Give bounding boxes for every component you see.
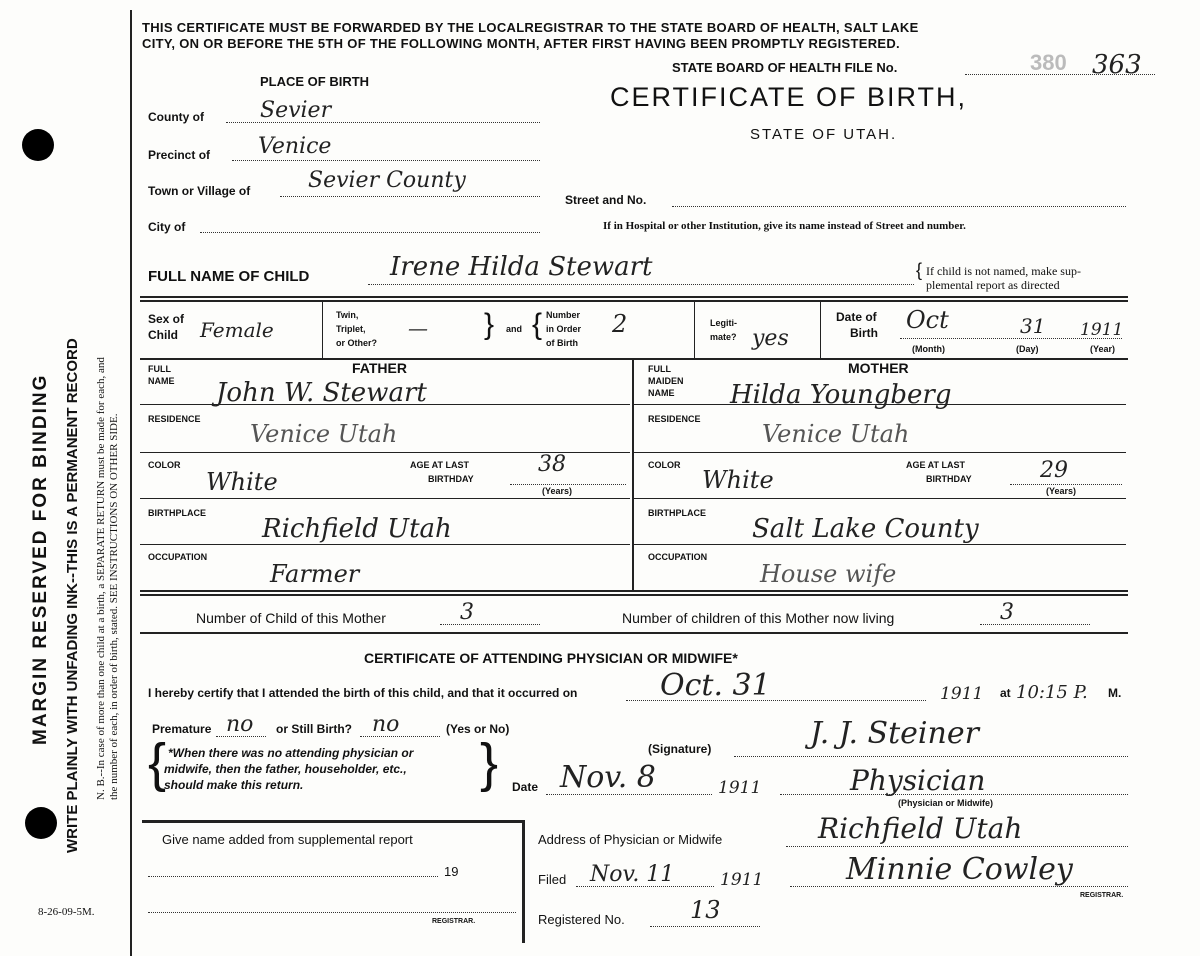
father-residence-label: RESIDENCE — [148, 414, 201, 424]
order-brace: { — [532, 308, 543, 341]
form-code: 8-26-09-5M. — [38, 906, 95, 918]
and-label: and — [506, 324, 523, 334]
note-brace-left: { — [148, 733, 167, 793]
physician-midwife-label: (Physician or Midwife) — [898, 798, 994, 808]
father-color-value: White — [206, 468, 278, 496]
filed-year: 1911 — [720, 870, 764, 890]
city-label: City of — [148, 220, 186, 234]
father-color-label: COLOR — [148, 460, 181, 470]
note-line-3: should make this return. — [164, 778, 304, 792]
physician-signature: J. J. Steiner — [810, 716, 979, 751]
filed-value: Nov. 11 — [590, 862, 675, 887]
father-heading: FATHER — [352, 360, 407, 376]
father-age-line — [510, 484, 626, 485]
unnamed-note-2: plemental report as directed — [926, 278, 1060, 292]
supplemental-text: Give name added from supplemental report — [162, 832, 413, 847]
precinct-label: Precinct of — [148, 148, 211, 162]
rule-counts-top-2 — [140, 594, 1128, 596]
dob-month: Oct — [906, 306, 949, 334]
mother-occupation-value: House wife — [760, 560, 897, 588]
mother-name-label-3: NAME — [648, 388, 675, 398]
mother-color-label: COLOR — [648, 460, 681, 470]
mother-age-label-1: AGE AT LAST — [906, 460, 965, 470]
dob-day: 31 — [1020, 314, 1046, 338]
margin-ink-text: WRITE PLAINLY WITH UNFADING INK--THIS IS A PERMANENT RECORD — [64, 338, 81, 853]
certificate-subtitle: STATE OF UTAH. — [750, 126, 898, 143]
father-color-rule — [140, 498, 630, 499]
supplemental-19: 19 — [444, 864, 459, 879]
child-sep-2 — [694, 302, 695, 358]
mother-age-value: 29 — [1040, 458, 1068, 483]
file-no-label: STATE BOARD OF HEALTH FILE No. — [672, 60, 898, 75]
father-birthplace-value: Richfield Utah — [262, 514, 452, 544]
mother-residence-value: Venice Utah — [762, 420, 910, 448]
header-notice-1: THIS CERTIFICATE MUST BE FORWARDED BY THE LOCALREGISTRAR TO THE STATE BOARD OF HEALTH, SALT LAKE — [142, 20, 919, 35]
town-label: Town or Village of — [148, 184, 251, 198]
mother-age-label-2: BIRTHDAY — [926, 474, 972, 484]
street-line — [672, 206, 1126, 207]
dob-label-2: Birth — [850, 326, 878, 340]
order-label-1: Number — [546, 310, 581, 320]
at-label: at — [1000, 686, 1011, 700]
place-heading: PLACE OF BIRTH — [260, 74, 370, 89]
mother-years-label: (Years) — [1046, 486, 1077, 496]
county-value: Sevier — [260, 98, 332, 123]
sex-label-2: Child — [148, 328, 178, 342]
father-name-label-2: NAME — [148, 376, 175, 386]
legit-label-2: mate? — [710, 332, 737, 342]
margin-binding-text: MARGIN RESERVED FOR BINDING — [30, 373, 51, 745]
physician-certify: I hereby certify that I attended the birth of this child, and that it occurred on — [148, 686, 578, 700]
legit-label-1: Legiti- — [710, 318, 737, 328]
mother-color-value: White — [702, 466, 774, 494]
premature-value: no — [226, 712, 254, 737]
binding-hole-bottom — [25, 807, 57, 839]
twin-label-1: Twin, — [336, 310, 359, 320]
precinct-value: Venice — [258, 134, 332, 159]
registered-no-value: 13 — [690, 896, 721, 924]
m-label: M. — [1108, 686, 1122, 700]
father-years-label: (Years) — [542, 486, 573, 496]
father-age-label-1: AGE AT LAST — [410, 460, 469, 470]
father-residence-value: Venice Utah — [250, 420, 398, 448]
rule-counts-top — [140, 590, 1128, 592]
supplemental-line-2 — [148, 912, 516, 913]
parents-divider — [632, 360, 634, 592]
date-label: Date — [512, 780, 539, 794]
father-birthplace-label: BIRTHPLACE — [148, 508, 206, 518]
precinct-line — [232, 160, 540, 161]
physician-date-year: 1911 — [718, 778, 762, 798]
dob-year-label: (Year) — [1090, 344, 1116, 354]
premature-label: Premature — [152, 722, 212, 736]
father-birthplace-rule — [140, 544, 630, 545]
city-line — [200, 232, 540, 233]
supplemental-registrar: REGISTRAR. — [432, 918, 476, 925]
father-name-rule — [140, 404, 630, 405]
twin-brace: } — [484, 308, 495, 341]
binding-hole-top — [22, 129, 54, 161]
note-line-2: midwife, then the father, householder, etc., — [164, 762, 407, 776]
town-value: Sevier County — [308, 168, 466, 193]
rule-parents-top — [140, 358, 1128, 360]
dob-month-label: (Month) — [912, 344, 945, 354]
registrar-signature: Minnie Cowley — [846, 852, 1073, 887]
rule-child-top — [140, 296, 1128, 298]
father-name-label-1: FULL — [148, 364, 171, 374]
dob-day-label: (Day) — [1016, 344, 1039, 354]
mother-name-label-1: FULL — [648, 364, 671, 374]
child-name-value: Irene Hilda Stewart — [390, 252, 653, 282]
twin-label-3: or Other? — [336, 338, 378, 348]
living-label: Number of children of this Mother now living — [622, 610, 895, 626]
county-label: County of — [148, 110, 204, 124]
mother-color-rule — [634, 498, 1126, 499]
twin-label-2: Triplet, — [336, 324, 366, 334]
form-left-border — [130, 10, 132, 956]
child-sep-1 — [322, 302, 323, 358]
supplemental-line-1 — [148, 876, 438, 877]
unnamed-brace: { — [916, 260, 923, 280]
living-line — [980, 624, 1090, 625]
mother-residence-rule — [634, 452, 1126, 453]
physician-heading: CERTIFICATE OF ATTENDING PHYSICIAN OR MIDWIFE* — [364, 650, 738, 666]
hospital-note: If in Hospital or other Institution, give its name instead of Street and number. — [603, 220, 966, 232]
certificate-title: CERTIFICATE OF BIRTH, — [610, 82, 968, 112]
order-label-2: in Order — [546, 324, 582, 334]
registered-no-line — [650, 926, 760, 927]
mother-name-value: Hilda Youngberg — [730, 380, 952, 410]
physician-birth-date: Oct. 31 — [660, 668, 771, 703]
mother-heading: MOTHER — [848, 360, 909, 376]
address-label: Address of Physician or Midwife — [538, 832, 723, 847]
town-line — [280, 196, 540, 197]
twin-value: — — [408, 316, 428, 340]
father-age-label-2: BIRTHDAY — [428, 474, 474, 484]
physician-title-hand: Physician — [850, 764, 986, 797]
legit-value: yes — [752, 326, 789, 351]
father-age-value: 38 — [538, 452, 566, 477]
child-name-label: FULL NAME OF CHILD — [148, 268, 310, 285]
mother-name-label-2: MAIDEN — [648, 376, 684, 386]
mother-name-rule — [634, 404, 1126, 405]
margin-note-2: the number of each, in order of birth, stated. SEE INSTRUCTIONS ON OTHER SIDE. — [108, 413, 120, 800]
mother-age-line — [1010, 484, 1122, 485]
sex-value: Female — [200, 318, 274, 342]
sex-label-1: Sex of — [148, 312, 185, 326]
mother-birthplace-value: Salt Lake County — [752, 514, 979, 544]
father-occupation-label: OCCUPATION — [148, 552, 208, 562]
unnamed-note-1: If child is not named, make sup- — [926, 264, 1081, 278]
file-no-hand: 363 — [1092, 50, 1142, 80]
registrar-label: REGISTRAR. — [1080, 892, 1124, 899]
street-label: Street and No. — [565, 193, 647, 207]
father-name-value: John W. Stewart — [216, 378, 427, 408]
order-label-3: of Birth — [546, 338, 578, 348]
physician-birth-year: 1911 — [940, 684, 984, 704]
physician-date: Nov. 8 — [560, 760, 656, 795]
mother-birthplace-label: BIRTHPLACE — [648, 508, 706, 518]
still-birth-label: or Still Birth? — [276, 722, 352, 736]
child-of-mother-label: Number of Child of this Mother — [196, 610, 386, 626]
mother-occupation-label: OCCUPATION — [648, 552, 708, 562]
rule-physician-top — [140, 632, 1128, 634]
physician-time: 10:15 P. — [1016, 682, 1088, 703]
living-value: 3 — [1000, 600, 1014, 625]
yes-no-label: (Yes or No) — [446, 722, 510, 736]
still-birth-value: no — [372, 712, 400, 737]
dob-year: 1911 — [1080, 320, 1124, 340]
child-sep-3 — [820, 302, 821, 358]
signature-line — [734, 756, 1128, 757]
signature-label: (Signature) — [648, 742, 712, 756]
physician-address: Richfield Utah — [818, 812, 1023, 845]
child-name-line — [368, 284, 914, 285]
child-of-mother-value: 3 — [460, 600, 474, 625]
filed-label: Filed — [538, 872, 567, 887]
mother-residence-label: RESIDENCE — [648, 414, 701, 424]
child-of-mother-line — [440, 624, 540, 625]
note-line-1: *When there was no attending physician or — [168, 746, 414, 760]
file-no-stamp: 380 — [1030, 50, 1067, 75]
note-brace-right: } — [480, 733, 499, 793]
rule-child-top-2 — [140, 300, 1128, 302]
mother-birthplace-rule — [634, 544, 1126, 545]
address-line — [786, 846, 1128, 847]
father-occupation-value: Farmer — [270, 560, 360, 588]
registered-no-label: Registered No. — [538, 912, 625, 927]
dob-label-1: Date of — [836, 310, 877, 324]
order-value: 2 — [612, 310, 628, 338]
margin-note-1: N. B.--In case of more than one child at a birth, a SEPARATE RETURN must be made for each, and — [95, 357, 107, 800]
header-notice-2: CITY, ON OR BEFORE THE 5TH OF THE FOLLOWING MONTH, AFTER FIRST HAVING BEEN PROMPTLY REGISTERED. — [142, 36, 900, 51]
